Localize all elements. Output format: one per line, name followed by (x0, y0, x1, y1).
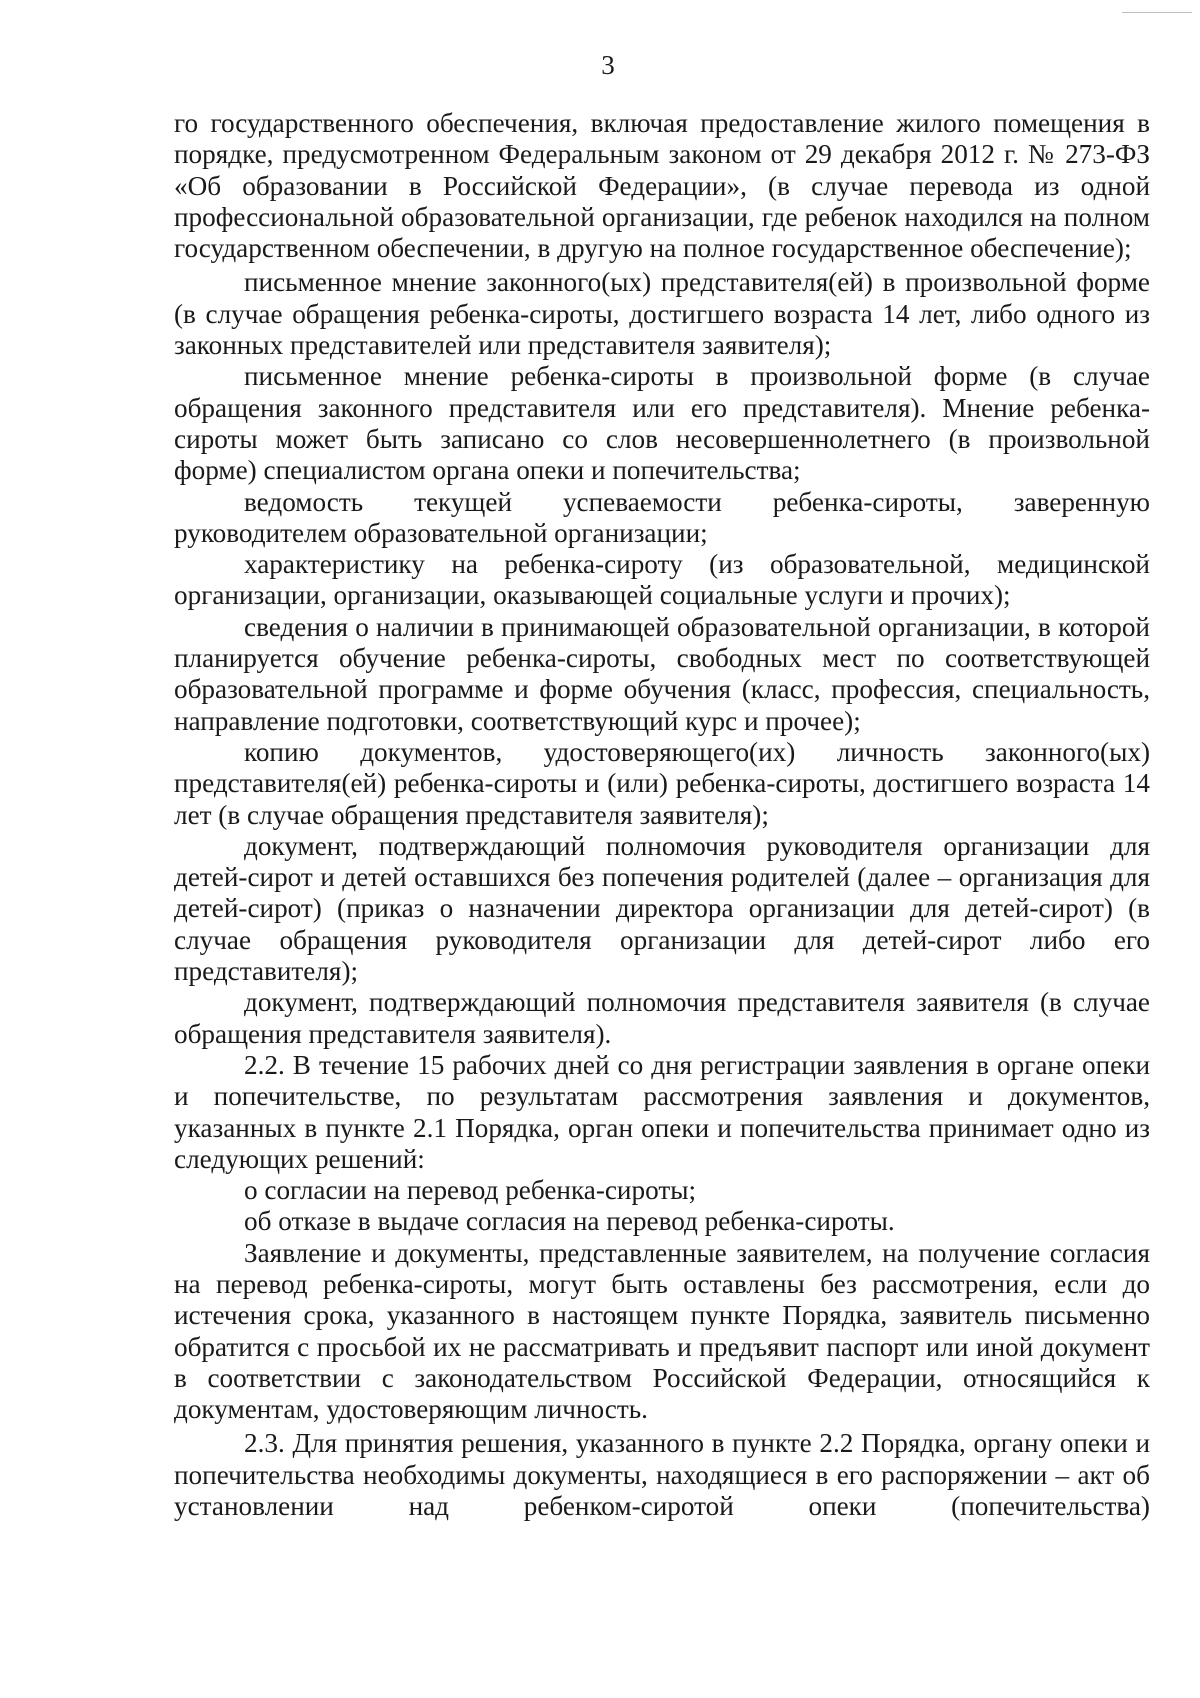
paragraph-without-consideration: Заявление и документы, представленные заявителем, на получение согласия на перевод ребенка-сироты, могут быть оставлены без рассмотрения, если до истечения срока, указанного в настоящем пункте Порядка, заявитель письменно обратится с просьбой их не рассматривать и предъявит паспорт или иной документ в соответствии с законодательством Российской Федерации, относящийся к документам, удостоверяющим личность. (174, 1237, 1150, 1425)
paragraph-representative-opinion: письменное мнение законного(ых) представителя(ей) в произвольной форме (в случае обращения ребенка-сироты, достигшего возраста 14 лет, либо одного из законных представителей или представителя заявителя); (174, 267, 1150, 361)
paragraph-decision-refusal: об отказе в выдаче согласия на перевод ребенка-сироты. (244, 1206, 895, 1237)
paragraph-section-2-2: 2.2. В течение 15 рабочих дней со дня регистрации заявления в органе опеки и попечительстве, по результатам рассмотрения заявления и документов, указанных в пункте 2.1 Порядка, орган опеки и попечительства принимает одно из следующих решений: (174, 1049, 1150, 1174)
paragraph-continuation: го государственного обеспечения, включая предоставление жилого помещения в порядке, предусмотренном Федеральным законом от 29 декабря 2012 г. № 273-ФЗ «Об образовании в Российской Федерации», (в случае перевода из одной профессиональной образовательной организации, где ребенок находился на полном государственном обеспечении, в другую на полное государственное обеспечение); (174, 108, 1150, 264)
scan-corner-mark (1122, 12, 1192, 13)
paragraph-free-places: сведения о наличии в принимающей образовательной организации, в которой планируется обучение ребенка-сироты, свободных мест по соответствующей образовательной программе и форме обучения (класс, профессия, специальность, направление подготовки, соответствующий курс и прочее); (174, 611, 1150, 736)
paragraph-grade-report: ведомость текущей успеваемости ребенка-сироты, заверенную руководителем образовательной организации; (174, 486, 1150, 548)
paragraph-section-2-3: 2.3. Для принятия решения, указанного в пункте 2.2 Порядка, органу опеки и попечительства необходимы документы, находящиеся в его распоряжении – акт об установлении над ребенком-сиротой опеки (попечительства) (174, 1428, 1150, 1522)
document-body (174, 108, 1150, 1522)
paragraph-characteristic: характеристику на ребенка-сироту (из образовательной, медицинской организации, организации, оказывающей социальные услуги и прочих); (174, 549, 1150, 611)
paragraph-director-authority: документ, подтверждающий полномочия руководителя организации для детей-сирот и детей оставшихся без попечения родителей (далее – организация для детей-сирот) (приказ о назначении директора организации для детей-сирот) (в случае обращения руководителя организации для детей-сирот либо его представителя); (174, 830, 1150, 987)
paragraph-decision-consent: о согласии на перевод ребенка-сироты; (244, 1175, 697, 1206)
paragraph-child-opinion: письменное мнение ребенка-сироты в произвольной форме (в случае обращения законного представителя или его представителя). Мнение ребенка-сироты может быть записано со слов несовершеннолетнего (в произвольной форме) специалистом органа опеки и попечительства; (174, 361, 1150, 486)
paragraph-representative-authority: документ, подтверждающий полномочия представителя заявителя (в случае обращения представителя заявителя). (174, 987, 1150, 1049)
page-number: 3 (601, 50, 615, 80)
paragraph-identity-documents: копию документов, удостоверяющего(их) личность законного(ых) представителя(ей) ребенка-сироты и (или) ребенка-сироты, достигшего возраста 14 лет (в случае обращения представителя заявителя); (174, 736, 1150, 830)
